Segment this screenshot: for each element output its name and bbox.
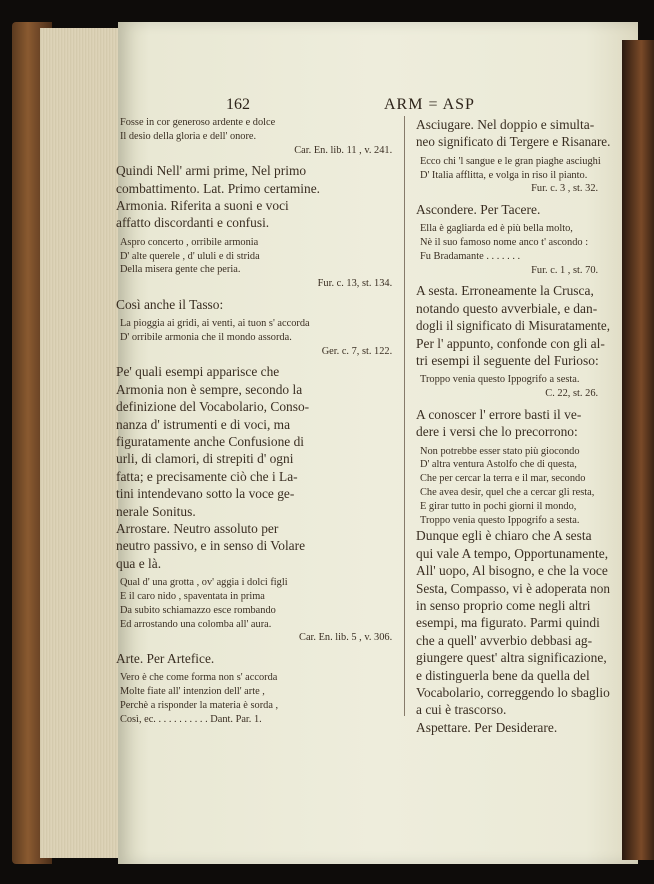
book-cover-right [622, 40, 654, 860]
right-line: Fu Bradamante . . . . . . . [419, 251, 521, 262]
right-line: in senso proprio come negli altri [416, 598, 591, 614]
right-line: All' uopo, Al bisogno, e che la voce [416, 563, 608, 579]
left-line: Qual d' una grotta , ov' aggia i dolci figli [119, 577, 288, 589]
right-line: Ascondere. Per Tacere. [416, 202, 541, 217]
right-line: tri esempi il seguente del Furioso: [416, 353, 599, 369]
left-line: Armonia non è sempre, secondo la [116, 381, 303, 397]
left-line: neutro passivo, e in senso di Volare [116, 538, 306, 554]
left-line: urli, di clamori, di strepiti d' ogni [116, 451, 294, 467]
right-line: D' altra ventura Astolfo che di questa, [419, 459, 577, 471]
right-line: D' Italia afflitta, e volga in riso il pianto. [419, 169, 588, 181]
left-line: figuratamente anche Confusione di [116, 434, 305, 450]
right-line: notando questo avverbiale, e dan- [416, 300, 598, 316]
left-line: Così, ec. . . . . . . . . . . Dant. Par. 1. [119, 713, 262, 725]
left-line: nanza d' istrumenti e di voci, ma [116, 416, 291, 432]
running-title: ARM = ASP [384, 96, 475, 113]
right-line: Troppo venia questo Ippogrifo a sesta. [419, 514, 580, 526]
right-line: Ecco chi 'l sangue e le gran piaghe asciughi [419, 155, 601, 167]
left-line: Arrostare. Neutro assoluto per [116, 521, 279, 537]
left-line: Armonia. Riferita a suoni e voci [116, 198, 289, 213]
left-line: Vero è che come forma non s' accorda [119, 672, 278, 684]
right-column [416, 116, 612, 736]
right-line: qui vale A tempo, Opportunamente, [416, 545, 609, 561]
right-line: Fur. c. 1 , st. 70. [531, 264, 599, 276]
right-line: dogli il significato di Misuratamente, [416, 318, 610, 334]
right-line: che a quell' avverbio debbasi ag- [416, 632, 593, 648]
left-line: Car. En. lib. 11 , v. 241. [294, 144, 393, 156]
left-line: nerale Sonitus. [116, 503, 196, 519]
left-line: Perchè a risponder la materia è sorda , [119, 700, 279, 712]
right-line: Che avea desir, quel che a cercar gli resta, [419, 487, 595, 499]
right-line: E girar tutto in pochi giorni il mondo, [419, 500, 577, 512]
right-line: Vocabolario, correggendo lo sbaglio [416, 685, 610, 701]
left-line: Fosse in cor generoso ardente e dolce [119, 117, 276, 128]
left-line: Car. En. lib. 5 , v. 306. [299, 632, 393, 644]
right-line: Che per cercar la terra e il mar, secondo [419, 473, 586, 485]
right-line: A sesta. Erroneamente la Crusca, [416, 283, 594, 299]
right-line: Sesta, Compasso, vi è adoperata non [416, 580, 610, 596]
left-line: fatta; e precisamente ciò che i La- [116, 468, 298, 484]
left-line: tini intendevano sotto la voce ge- [116, 486, 295, 502]
left-line: Ed arrostando una colomba all' aura. [119, 618, 272, 630]
right-line: Troppo venia questo Ippogrifo a sesta. [419, 374, 580, 386]
right-line: Per l' appunto, confonde con gli al- [416, 335, 605, 351]
left-line: qua e là. [116, 555, 162, 571]
left-line: combattimento. Lat. Primo certamine. [116, 180, 321, 196]
left-line: Il desio della gloria e dell' onore. [119, 130, 257, 142]
left-line: Così anche il Tasso: [116, 296, 224, 312]
left-line: La pioggia ai gridi, ai venti, ai tuon s' accorda [119, 318, 310, 330]
right-line: a cui è trascorso. [416, 702, 507, 718]
left-line: Pe' quali esempi apparisce che [116, 364, 280, 380]
right-line: C. 22, st. 26. [545, 388, 599, 400]
right-line: e distinguerla bene da quella del [416, 667, 590, 683]
left-line: D' alte querele , d' ululi e di strida [119, 250, 260, 262]
left-line: D' orribile armonia che il mondo assorda. [119, 332, 292, 343]
right-line: esempi, ma figurato. Parmi quindi [416, 615, 600, 631]
left-line: Ger. c. 7, st. 122. [321, 345, 393, 357]
left-line: Da subito schiamazzo esce rombando [119, 604, 276, 616]
right-line: Non potrebbe esser stato più giocondo [419, 445, 580, 457]
left-line: Fur. c. 13, st. 134. [317, 278, 393, 290]
right-line: Fur. c. 3 , st. 32. [531, 183, 599, 195]
left-line: Molte fiate all' intenzion dell' arte , [119, 686, 265, 698]
left-line: Aspro concerto , orribile armonia [119, 236, 259, 248]
right-line: Aspettare. Per Desiderare. [416, 719, 558, 735]
left-line: Della misera gente che peria. [119, 264, 241, 276]
right-line: neo significato di Tergere e Risanare. [416, 134, 611, 150]
page-number: 162 [226, 96, 250, 113]
right-line: giungere quest' altra significazione, [416, 650, 607, 666]
right-line: Asciugare. Nel doppio e simulta- [416, 117, 595, 132]
right-line: Dunque egli è chiaro che A sesta [416, 528, 592, 544]
left-line: affatto discordanti e confusi. [116, 215, 270, 231]
left-line: definizione del Vocabolario, Conso- [116, 399, 310, 415]
right-line: Ella è gagliarda ed è più bella molto, [419, 223, 573, 235]
left-column [116, 116, 408, 727]
right-line: A conoscer l' errore basti il ve- [416, 406, 582, 422]
left-line: Quindi Nell' armi prime, Nel primo [116, 163, 307, 179]
left-line: Arte. Per Artefice. [116, 651, 215, 667]
left-line: E il caro nido , spaventata in prima [119, 591, 265, 603]
right-line: Nè il suo famoso nome anco t' ascondo : [419, 237, 589, 249]
right-line: dere i versi che lo precorrono: [416, 424, 578, 440]
